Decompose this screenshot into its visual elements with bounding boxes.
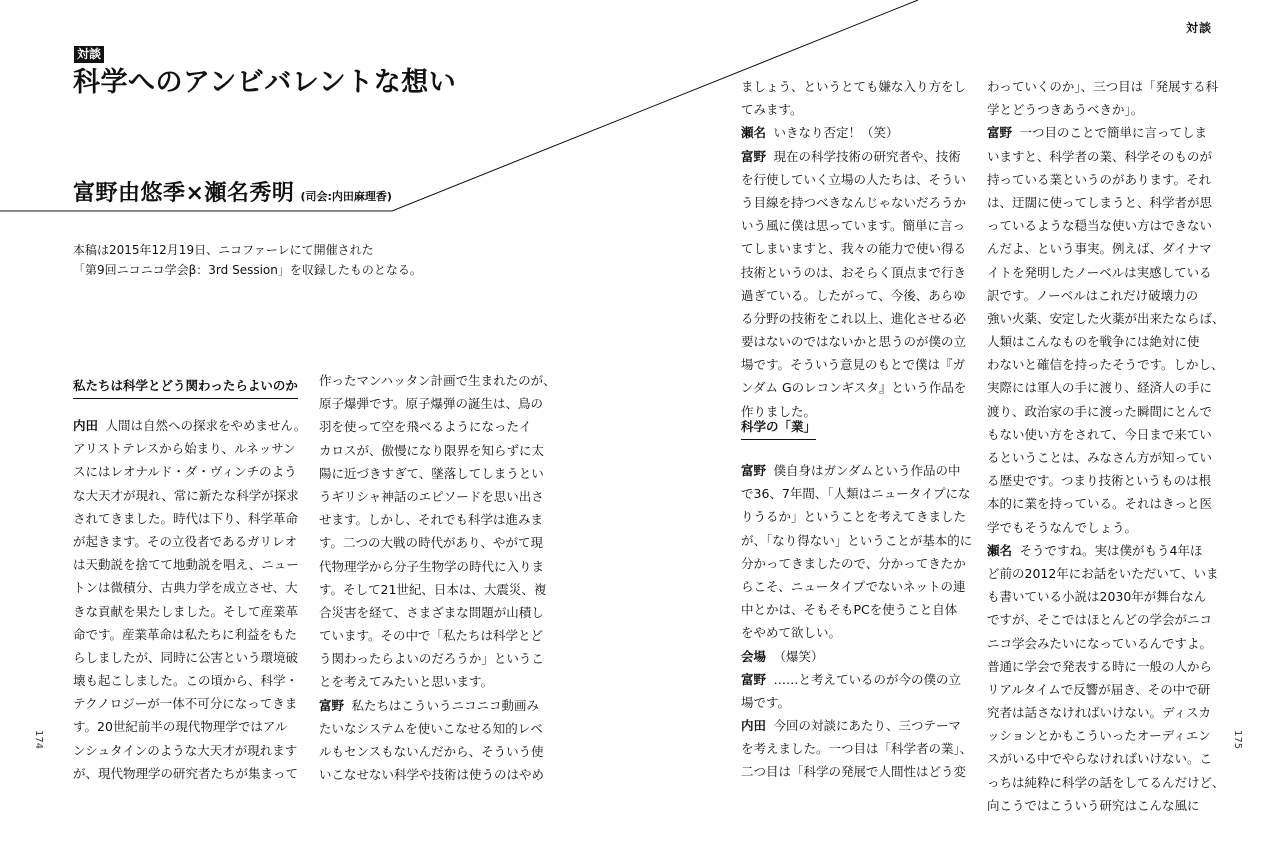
text-line <box>319 415 556 438</box>
text-line <box>319 670 556 693</box>
text-column-1 <box>73 414 306 785</box>
text-line <box>741 691 972 714</box>
line-text: 学でもそうなんでしょう。 <box>987 519 1138 535</box>
page-number-left: 174 <box>33 730 44 750</box>
text-column-3-top <box>741 75 966 423</box>
text-column-3-bottom <box>741 459 972 784</box>
line-text: 場です。 <box>741 694 791 710</box>
line-text: をやめて欲しい。 <box>741 625 842 641</box>
text-line <box>73 437 306 460</box>
text-line <box>741 505 972 528</box>
line-text: 向こうではこういう研究はこんな風に <box>987 797 1200 813</box>
text-line <box>987 284 1225 307</box>
text-line <box>319 740 556 763</box>
text-line <box>73 530 306 553</box>
line-text: を考えました。一つ目は「科学者の業」、 <box>741 741 973 757</box>
line-text: 現在の科学技術の研究者や、技術 <box>773 148 961 164</box>
line-text: 要はないのではないかと思うのが僕の立 <box>741 334 967 350</box>
line-text: 作ったマンハッタン計画で生まれたのが、 <box>319 373 556 388</box>
text-line <box>73 600 306 623</box>
line-text: う目線を持つべきなんじゃないだろうか <box>741 194 967 210</box>
line-text: わっていくのか」、三つ目は「発展する科 <box>987 79 1219 94</box>
text-line <box>987 237 1225 260</box>
line-text: リアルタイムで反響が届き、その中で研 <box>987 681 1211 697</box>
line-text: 一つ目のことで簡単に言ってしま <box>1019 125 1208 141</box>
line-text: 二つ目は「科学の発展で人間性はどう変 <box>741 764 967 780</box>
text-line <box>987 98 1225 121</box>
line-text: スにはレオナルド・ダ・ヴィンチのよう <box>73 464 297 480</box>
text-line <box>73 669 306 692</box>
text-line <box>987 214 1225 237</box>
text-line <box>987 261 1225 284</box>
line-text: 人類はこんなものを戦争には絶対に使 <box>987 334 1200 350</box>
line-text: が、現代物理学の研究者たちが集まって <box>73 765 299 781</box>
line-text: 陽に近づきすぎて、墜落してしまうとい <box>319 465 544 481</box>
line-text: が起きます。その立役者であるガリレオ <box>73 533 298 549</box>
section-heading-text: 私たちは科学とどう関わったらよいのか <box>73 376 298 399</box>
line-text: 中とかは、そもそもPCを使うこと自体 <box>741 602 958 618</box>
line-text: 僕自身はガンダムという作品の中 <box>773 463 961 478</box>
text-line <box>987 585 1225 608</box>
text-line <box>73 623 306 646</box>
text-line <box>741 552 972 575</box>
line-text: ど前の2012年にお話をいただいて、いま <box>987 565 1219 581</box>
line-text: っているような穏当な使い方はできない <box>987 218 1213 234</box>
text-line <box>73 762 306 785</box>
text-line <box>319 601 556 624</box>
text-line <box>319 624 556 647</box>
section-heading-1 <box>73 375 298 399</box>
text-line <box>319 369 556 392</box>
line-text: んだよ、という事実。例えば、ダイナマ <box>987 241 1212 257</box>
text-line <box>987 330 1225 353</box>
section-heading-text: 科学の「業」 <box>741 417 816 440</box>
line-text: いきなり否定！（笑） <box>773 125 899 141</box>
line-text: トンは微積分、古典力学を成立させ、大 <box>73 580 298 596</box>
text-line <box>741 98 966 121</box>
line-text: 普通に学会で発表する時に一般の人から <box>987 658 1213 674</box>
participant-names: 富野由悠季×瀬名秀明 <box>73 181 295 206</box>
line-text: 人間は自然への探求をやめません。 <box>105 418 307 433</box>
text-line <box>73 715 306 738</box>
text-line <box>987 376 1225 399</box>
line-text: 壊も起こしました。この頃から、科学・ <box>73 673 299 689</box>
line-text: らしましたが、同時に公害という環境破 <box>73 649 299 665</box>
text-line <box>319 555 556 578</box>
line-text: は、迂闊に使ってしまうと、科学者が思 <box>987 194 1213 210</box>
line-text: う関わったらよいのだろうか」というこ <box>319 651 544 667</box>
text-line <box>741 330 966 353</box>
page-number-right: 175 <box>1232 730 1243 750</box>
text-line <box>741 261 966 284</box>
line-text: りうるか」ということを考えてきました <box>741 509 967 525</box>
line-text: いますと、科学者の業、科学そのものが <box>987 148 1213 164</box>
line-text: てみます。 <box>741 102 803 118</box>
line-text: 本的に業を持っている。それはきっと医 <box>987 496 1213 512</box>
line-text: スがいる中でやらなければいけない。こ <box>987 751 1213 767</box>
text-line <box>741 75 966 98</box>
text-line <box>987 353 1225 376</box>
line-text: うギリシャ神話のエピソードを思い出さ <box>319 488 544 504</box>
line-text: 羽を使って空を飛べるようになったイ <box>319 419 532 435</box>
text-line <box>987 400 1225 423</box>
text-line <box>741 307 966 330</box>
text-column-4 <box>987 75 1225 817</box>
text-line <box>319 763 556 786</box>
section-heading-2 <box>741 416 816 440</box>
line-text: 実際には軍人の手に渡り、経済人の手に <box>987 380 1213 396</box>
running-head: 対談 <box>1186 21 1213 35</box>
text-line <box>73 460 306 483</box>
participants <box>73 176 392 207</box>
line-text: きな貢献を果たしました。そして産業革 <box>73 603 299 619</box>
text-line <box>741 214 966 237</box>
line-text: 渡り、政治家の手に渡った瞬間にとんで <box>987 403 1213 419</box>
text-line <box>987 771 1225 794</box>
text-line <box>741 237 966 260</box>
line-text: ……と考えているのが今の僕の立 <box>773 671 962 687</box>
text-line <box>741 353 966 376</box>
text-line <box>73 646 306 669</box>
line-text: 合災害を経て、さまざまな問題が山積し <box>319 604 544 620</box>
text-line <box>319 485 556 508</box>
line-text: テクノロジーが一体不可分になってきま <box>73 696 298 712</box>
moderator-credit: (司会:内田麻理香) <box>300 190 392 203</box>
line-text: 今回の対談にあたり、三つテーマ <box>773 718 962 734</box>
text-line <box>319 531 556 554</box>
text-line <box>741 284 966 307</box>
line-text: 命です。産業革命は私たちに利益をもた <box>73 626 298 642</box>
speaker-name: 富野 <box>741 463 767 478</box>
text-line <box>741 191 966 214</box>
text-line <box>319 462 556 485</box>
line-text: イトを発明したノーベルは実感している <box>987 264 1212 280</box>
line-text: わないと確信を持ったそうです。しかし、 <box>987 357 1224 373</box>
line-text: っちは純粋に科学の話をしてるんだけど、 <box>987 774 1225 790</box>
text-line <box>73 553 306 576</box>
text-line <box>987 701 1225 724</box>
line-text: ましょう、というとても嫌な入り方をし <box>741 79 967 94</box>
line-text: そうですね。実は僕がもう4年ほ <box>1019 542 1203 558</box>
line-text: （爆笑） <box>773 648 824 664</box>
text-line <box>741 668 972 691</box>
text-line <box>987 632 1225 655</box>
intro-line: 本稿は2015年12月19日、ニコファーレにて開催された <box>73 243 374 257</box>
speaker-name: 富野 <box>319 697 345 713</box>
line-text: 原子爆弾です。原子爆弾の誕生は、鳥の <box>319 396 544 412</box>
text-line <box>987 794 1225 817</box>
text-line <box>987 492 1225 515</box>
text-line <box>987 423 1225 446</box>
line-text: す。20世紀前半の現代物理学ではアル <box>73 719 288 735</box>
text-line <box>319 508 556 531</box>
category-badge: 対談 <box>74 46 104 63</box>
text-line <box>987 539 1225 562</box>
text-line <box>741 598 972 621</box>
intro-line: 「第9回ニコニコ学会β：3rd Session」を収録したものとなる。 <box>73 263 422 277</box>
line-text: 作りました。 <box>741 403 817 419</box>
line-text: 強い火薬、安定した火薬が出来たならば、 <box>987 310 1225 326</box>
line-text: ンダム Gのレコンギスタ』という作品を <box>741 380 967 396</box>
text-line <box>73 507 306 530</box>
text-line <box>987 145 1225 168</box>
text-line <box>319 439 556 462</box>
line-text: る分野の技術をこれ以上、進化させる必 <box>741 310 967 326</box>
text-line <box>987 168 1225 191</box>
line-text: ッションとかもこういったオーディエン <box>987 728 1211 744</box>
line-text: を行使していく立場の人たちは、そうい <box>741 171 967 187</box>
line-text: るということは、みなさん方が知ってい <box>987 450 1213 465</box>
line-text: たいなシステムを使いこなせる知的レベ <box>319 720 543 736</box>
line-text: る歴史です。つまり技術というものは根 <box>987 473 1212 489</box>
line-text: な大天才が現れ、常に新たな科学が探求 <box>73 487 299 503</box>
speaker-name: 瀬名 <box>987 542 1013 558</box>
text-line <box>987 191 1225 214</box>
line-text: 学とどうつきあうべきか」。 <box>987 102 1144 118</box>
line-text: てしまいますと、我々の能力で使い得る <box>741 241 967 257</box>
text-line <box>741 482 972 505</box>
text-line <box>987 516 1225 539</box>
text-line <box>741 529 972 552</box>
line-text: 技術というのは、おそらく頂点まで行き <box>741 264 967 280</box>
text-line <box>987 747 1225 770</box>
line-text: せます。しかし、それでも科学は進みま <box>319 512 544 528</box>
line-text: ンシュタインのような大天才が現れます <box>73 742 298 758</box>
line-text: が、「なり得ない」ということが基本的に <box>741 532 973 548</box>
line-text: いこなせない科学や技術は使うのはやめ <box>319 767 545 783</box>
speaker-name: 富野 <box>741 148 767 164</box>
text-line <box>741 737 972 760</box>
text-line <box>987 655 1225 678</box>
line-text: 過ぎている。したがって、今後、あらゆ <box>741 287 966 303</box>
text-line <box>319 717 556 740</box>
speaker-name: 富野 <box>741 671 767 687</box>
text-line <box>73 576 306 599</box>
line-text: す。そして21世紀、日本は、大震災、複 <box>319 581 547 597</box>
line-text: ですが、そこではほとんどの学会がニコ <box>987 612 1213 628</box>
text-line <box>987 562 1225 585</box>
line-text: カロスが、傲慢になり限界を知らずに太 <box>319 442 545 458</box>
text-line <box>741 168 966 191</box>
text-line <box>73 692 306 715</box>
text-line <box>987 469 1225 492</box>
line-text: も書いている小説は2030年が舞台なん <box>987 589 1207 605</box>
line-text: 持っている業というのがあります。それ <box>987 171 1212 187</box>
text-line <box>741 575 972 598</box>
text-line <box>987 724 1225 747</box>
speaker-name: 会場 <box>741 648 767 664</box>
text-line <box>741 145 966 168</box>
speaker-name: 内田 <box>741 718 767 734</box>
text-line <box>319 392 556 415</box>
text-line <box>741 645 972 668</box>
speaker-name: 富野 <box>987 125 1013 141</box>
line-text: されてきました。時代は下り、科学革命 <box>73 510 299 526</box>
line-text: で36、7年間、「人類はニュータイプにな <box>741 486 971 502</box>
line-text: ニコ学会みたいになっているんですよ。 <box>987 635 1213 651</box>
text-line <box>319 694 556 717</box>
speaker-name: 内田 <box>73 418 99 433</box>
line-text: 私たちはこういうニコニコ動画み <box>351 697 540 713</box>
article-title: 科学へのアンビバレントな想い <box>73 67 457 98</box>
line-text: す。二つの大戦の時代があり、やがて現 <box>319 535 544 551</box>
text-line <box>319 578 556 601</box>
text-line <box>987 608 1225 631</box>
line-text: とを考えてみたいと思います。 <box>319 674 494 690</box>
line-text: もない使い方をされて、今日まで来てい <box>987 426 1212 442</box>
text-line <box>987 307 1225 330</box>
text-line <box>741 760 972 783</box>
text-line <box>741 459 972 482</box>
text-line <box>987 678 1225 701</box>
line-text: 究者は話さなければいけない。ディスカ <box>987 705 1212 721</box>
text-line <box>741 376 966 399</box>
text-line <box>987 446 1225 469</box>
line-text: ルもセンスもないんだから、そういう使 <box>319 744 544 759</box>
line-text: ています。その中で「私たちは科学とど <box>319 628 544 644</box>
text-column-2 <box>319 369 556 786</box>
line-text: 場です。そういう意見のもとで僕は『ガ <box>741 357 966 373</box>
line-text: 分かってきましたので、分かってきたか <box>741 555 966 571</box>
text-line <box>741 621 972 644</box>
text-line <box>741 121 966 144</box>
speaker-name: 瀬名 <box>741 125 767 141</box>
text-line <box>319 647 556 670</box>
text-line <box>73 414 306 437</box>
text-line <box>987 121 1225 144</box>
text-line <box>741 714 972 737</box>
text-line <box>73 484 306 507</box>
text-line <box>987 75 1225 98</box>
text-line <box>73 739 306 762</box>
intro-note <box>73 240 422 280</box>
line-text: 代物理学から分子生物学の時代に入りま <box>319 558 545 574</box>
line-text: アリストテレスから始まり、ルネッサン <box>73 441 296 457</box>
line-text: は天動説を捨てて地動説を唱え、ニュー <box>73 557 299 573</box>
line-text: 訳です。ノーベルはこれだけ破壊力の <box>987 287 1199 303</box>
line-text: らこそ、ニュータイプでないネットの連 <box>741 578 966 594</box>
line-text: いう風に僕は思っています。簡単に言っ <box>741 218 966 234</box>
